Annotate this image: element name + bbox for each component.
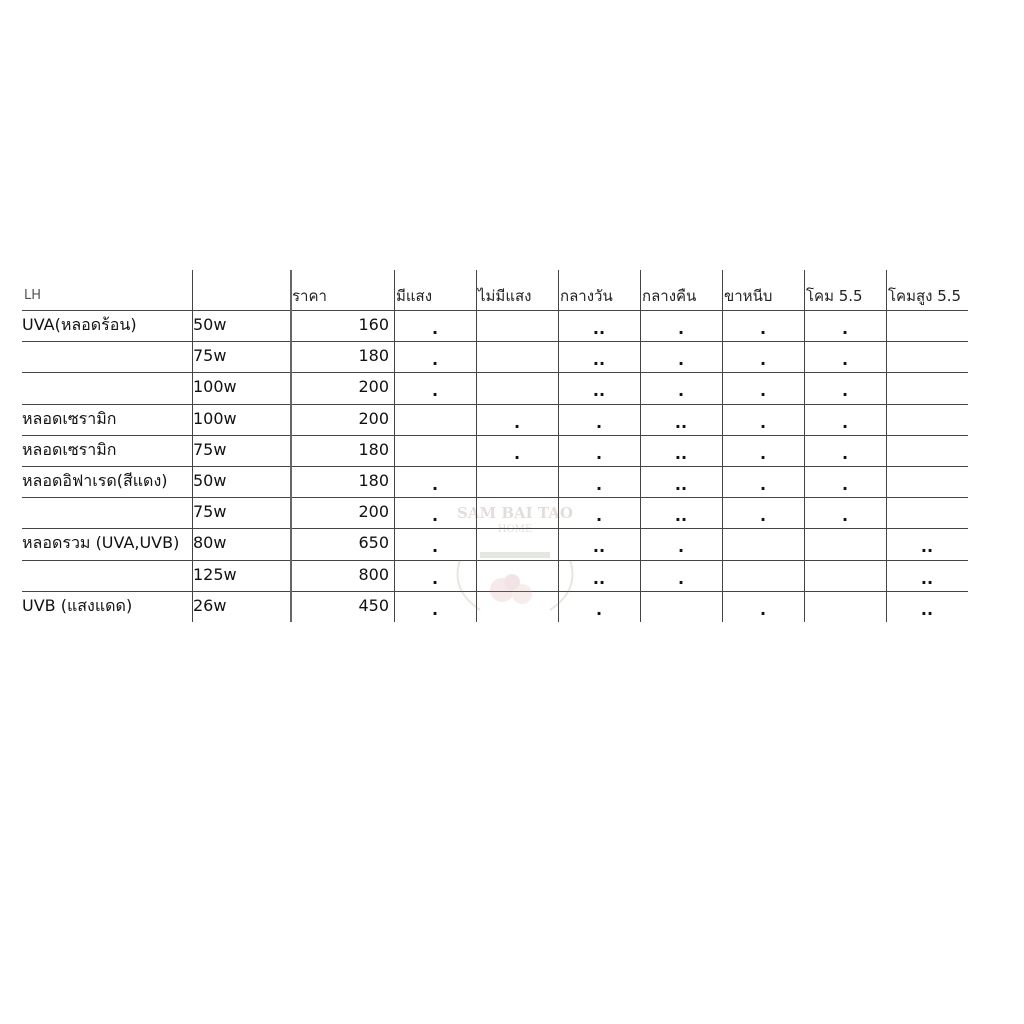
cell-clamp: . xyxy=(759,350,767,370)
header-price: ราคา xyxy=(292,287,327,305)
cell-light: . xyxy=(431,381,439,401)
cell-night: . xyxy=(677,537,685,557)
cell-light: . xyxy=(431,506,439,526)
cell-clamp: . xyxy=(759,412,767,432)
cell-clamp: . xyxy=(759,475,767,494)
cell-lh: หลอดอิฟาเรด(สีแดง) xyxy=(22,471,168,490)
watermark-subtitle: HOME xyxy=(497,524,533,535)
cell-clamp: . xyxy=(759,599,767,619)
cell-lh: UVB (แสงแดด) xyxy=(22,595,133,615)
cell-day: . xyxy=(595,599,603,619)
cell-night: .. xyxy=(674,475,688,494)
cell-day: .. xyxy=(592,537,606,557)
cell-lh: หลอดเซรามิก xyxy=(22,439,117,459)
header-tall-dome: โคมสูง 5.5 xyxy=(888,287,962,305)
column-divider-watt xyxy=(192,270,193,622)
cell-lh: UVA(หลอดร้อน) xyxy=(22,315,137,334)
cell-day: .. xyxy=(592,568,606,588)
lamp-price-table xyxy=(22,270,968,622)
cell-watt: 75w xyxy=(193,346,227,366)
cell-dome: . xyxy=(841,475,849,494)
cell-watt: 75w xyxy=(193,439,227,459)
cell-clamp: . xyxy=(759,319,767,338)
cell-price: 200 xyxy=(358,408,389,428)
cell-price: 200 xyxy=(358,502,389,522)
cell-dome: . xyxy=(841,412,849,432)
column-divider-clamp xyxy=(722,270,723,622)
cell-clamp: . xyxy=(759,381,767,401)
table-row xyxy=(22,404,968,435)
watermark-title: SAM BAI TAO xyxy=(457,504,573,522)
cell-watt: 100w xyxy=(193,408,237,428)
table-row xyxy=(22,560,968,591)
cell-day: . xyxy=(595,475,603,494)
cell-night: .. xyxy=(674,506,688,526)
cell-watt: 125w xyxy=(193,564,237,584)
cell-no-light: . xyxy=(513,443,521,463)
cell-dome: . xyxy=(841,319,849,338)
cell-price: 180 xyxy=(358,346,389,366)
cell-light: . xyxy=(431,599,439,619)
cell-watt: 50w xyxy=(193,471,227,490)
cell-price: 800 xyxy=(358,564,389,584)
cell-day: . xyxy=(595,506,603,526)
cell-watt: 75w xyxy=(193,502,227,522)
cell-night: . xyxy=(677,568,685,588)
cell-tall-dome: .. xyxy=(920,599,934,619)
cell-day: .. xyxy=(592,350,606,370)
table-row xyxy=(22,466,968,497)
column-divider-tall-dome xyxy=(886,270,887,622)
cell-no-light: . xyxy=(513,412,521,432)
cell-lh: หลอดรวม (UVA,UVB) xyxy=(22,533,180,553)
table-row xyxy=(22,591,968,622)
cell-watt: 80w xyxy=(193,533,227,553)
cell-dome: . xyxy=(841,443,849,463)
column-divider-day xyxy=(558,270,559,622)
header-lh: LH xyxy=(24,288,42,303)
cell-price: 160 xyxy=(358,315,389,334)
header-night: กลางคืน xyxy=(642,287,697,305)
cell-watt: 26w xyxy=(193,595,227,615)
cell-price: 200 xyxy=(358,377,389,397)
cell-clamp: . xyxy=(759,443,767,463)
cell-price: 180 xyxy=(358,439,389,459)
cell-tall-dome: .. xyxy=(920,568,934,588)
header-clamp: ขาหนีบ xyxy=(724,287,773,305)
table-row xyxy=(22,310,968,341)
cell-price: 450 xyxy=(358,595,389,615)
cell-price: 650 xyxy=(358,533,389,553)
table-row xyxy=(22,372,968,403)
header-dome: โคม 5.5 xyxy=(806,287,863,305)
cell-price: 180 xyxy=(358,471,389,490)
cell-night: .. xyxy=(674,443,688,463)
header-light: มีแสง xyxy=(396,287,433,305)
cell-night: . xyxy=(677,381,685,401)
table-row xyxy=(22,341,968,372)
cell-dome: . xyxy=(841,381,849,401)
cell-light: . xyxy=(431,568,439,588)
cell-day: . xyxy=(595,443,603,463)
cell-watt: 50w xyxy=(193,315,227,334)
cell-night: . xyxy=(677,350,685,370)
column-divider-light xyxy=(394,270,395,622)
column-divider-dome xyxy=(804,270,805,622)
header-day: กลางวัน xyxy=(560,287,613,305)
cell-clamp: . xyxy=(759,506,767,526)
column-divider-no-light xyxy=(476,270,477,622)
header-no-light: ไม่มีแสง xyxy=(478,287,532,305)
table-row xyxy=(22,497,968,528)
cell-night: . xyxy=(677,319,685,338)
table-row xyxy=(22,528,968,559)
cell-light: . xyxy=(431,350,439,370)
cell-watt: 100w xyxy=(193,377,237,397)
cell-lh: หลอดเซรามิก xyxy=(22,408,117,428)
cell-day: .. xyxy=(592,319,606,338)
table-row xyxy=(22,435,968,466)
cell-light: . xyxy=(431,537,439,557)
cell-day: .. xyxy=(592,381,606,401)
cell-night: .. xyxy=(674,412,688,432)
cell-light: . xyxy=(431,475,439,494)
cell-day: . xyxy=(595,412,603,432)
cell-tall-dome: .. xyxy=(920,537,934,557)
cell-light: . xyxy=(431,319,439,338)
cell-dome: . xyxy=(841,350,849,370)
column-divider-price xyxy=(290,270,292,622)
column-divider-night xyxy=(640,270,641,622)
cell-dome: . xyxy=(841,506,849,526)
